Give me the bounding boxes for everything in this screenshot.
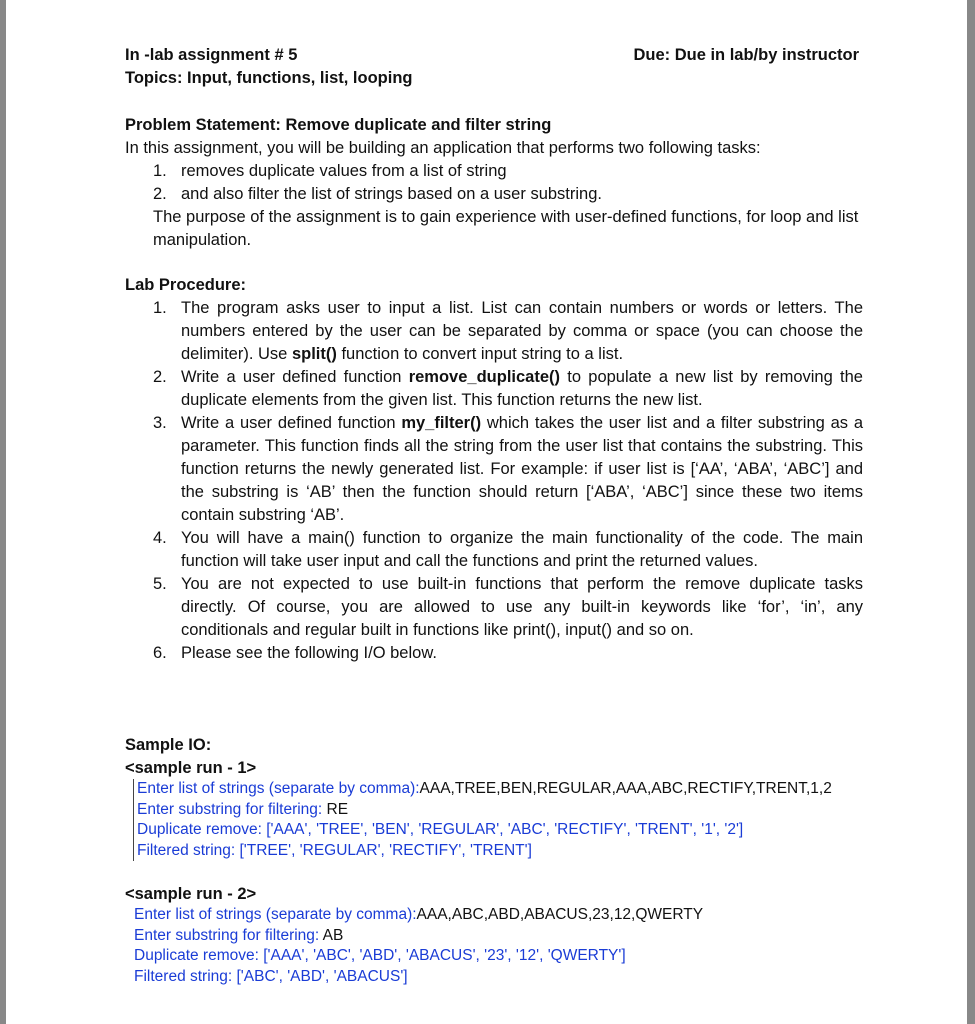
procedure-steps [153,297,863,665]
io-duplicate-output: Duplicate remove: ['AAA', 'ABC', 'ABD', 'ABACUS', '23', '12', 'QWERTY'] [134,947,626,964]
document-page [6,0,967,1024]
procedure-step-2 [153,366,863,412]
list-number: 1. [153,162,167,180]
list-number: 2. [153,185,167,203]
sample-run-1-output [133,779,877,861]
procedure-step-5 [153,573,863,642]
procedure-step-6 [153,642,863,665]
step-number: 1. [153,299,167,317]
sample-io-title: Sample IO: [125,736,212,754]
due-date: Due: Due in lab/by instructor [633,46,859,64]
sample-run-1-label: <sample run - 1> [125,759,257,777]
procedure-step-1 [153,297,863,366]
step-text: You are not expected to use built-in functions that perform the remove duplicate tasks directly. Of course, you are allowed to use any built-in keywords like ‘for’, ‘in’, any conditionals and regular built in functions like print(), input() and so on. [181,575,863,639]
io-filtered-output: Filtered string: ['TREE', 'REGULAR', 'RECTIFY', 'TRENT'] [137,841,532,859]
step-text: Please see the following I/O below. [181,644,437,662]
step-text: function to convert input string to a list. [336,345,624,363]
io-prompt: Enter list of strings (separate by comma): [134,906,417,923]
task-list [153,160,867,252]
procedure-step-4 [153,527,863,573]
io-input: RE [326,800,349,818]
list-text: and also filter the list of strings based on a user substring. [181,185,602,203]
step-text: Write a user defined function [181,368,409,386]
list-item [153,160,867,183]
io-line [137,779,877,800]
problem-title: Problem Statement: Remove duplicate and filter string [125,116,552,134]
step-text: which takes the user list and a filter substring as a parameter. This function finds all the string from the user list that contains the substring. This function returns the newly generated list. For example: if user list is [‘AA’, ‘ABA’, ‘ABC’] and the substring is ‘AB’ then the function should return [‘ABA’, ‘ABC’] since these two items contain substring ‘AB’. [181,414,863,524]
step-number: 3. [153,414,167,432]
procedure-title: Lab Procedure: [125,276,247,294]
problem-intro: In this assignment, you will be building an application that performs two following tasks: [125,139,761,157]
io-prompt: Enter substring for filtering: [134,926,323,944]
step-number: 4. [153,529,167,547]
step-code: split() [291,345,337,363]
step-code: remove_duplicate() [408,368,560,386]
step-number: 5. [153,575,167,593]
io-line [134,905,874,926]
io-prompt: Enter list of strings (separate by comma): [137,780,420,797]
io-line [134,926,874,947]
io-input: AAA,ABC,ABD,ABACUS,23,12,QWERTY [416,906,704,923]
io-input: AAA,TREE,BEN,REGULAR,AAA,ABC,RECTIFY,TRENT,1,2 [419,780,832,797]
io-duplicate-output: Duplicate remove: ['AAA', 'TREE', 'BEN', 'REGULAR', 'ABC', 'RECTIFY', 'TRENT', '1', '2'] [137,821,744,838]
io-filtered-output: Filtered string: ['ABC', 'ABD', 'ABACUS'] [134,967,408,985]
sample-run-2-label: <sample run - 2> [125,885,257,903]
io-input: AB [322,926,344,944]
step-text: The program asks user to input a list. List can contain numbers or words or letters. The numbers entered by the user can be separated by comma or space (you can choose the delimiter). Use [181,299,863,363]
header-row [125,44,867,90]
list-text: removes duplicate values from a list of string [181,162,507,180]
step-number: 6. [153,644,167,662]
step-text: You will have a main() function to organize the main functionality of the code. The main function will take user input and call the functions and print the returned values. [181,529,863,570]
sample-run-2-output [131,905,874,987]
io-prompt: Enter substring for filtering: [137,800,327,818]
purpose-text: The purpose of the assignment is to gain experience with user-defined functions, for loop and list manipulation. [153,208,859,249]
list-item [153,183,867,206]
topics: Topics: Input, functions, list, looping [125,69,413,87]
step-number: 2. [153,368,167,386]
procedure-step-3 [153,412,863,527]
step-text: Write a user defined function [181,414,402,432]
io-line [137,800,877,821]
step-code: my_filter() [401,414,482,432]
step-text: to populate a new list by removing the duplicate elements from the given list. This function returns the new list. [181,368,863,409]
assignment-title: In -lab assignment # 5 [125,46,298,64]
